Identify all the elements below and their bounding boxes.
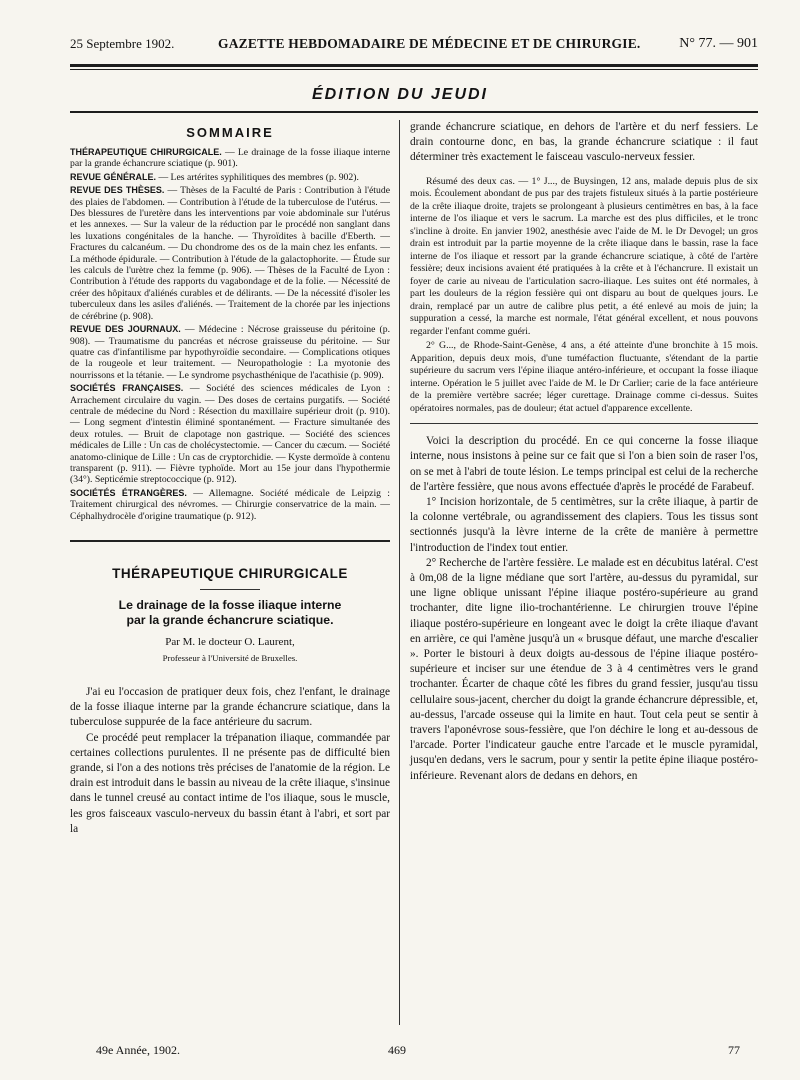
footer-page-number: 469	[388, 1043, 406, 1057]
right-column	[410, 120, 758, 784]
section-title: THÉRAPEUTIQUE CHIRURGICALE	[112, 566, 348, 581]
summary-separator	[70, 540, 390, 542]
summary-text: — Les artérites syphilitiques des membres (p. 902).	[156, 171, 359, 183]
article-paragraph: Ce procédé peut remplacer la trépanation iliaque, commandée par certaines collections purulentes. Il ne présente pas de difficulté bien grande, si l'on a des notions très précises de l'anatomie de la région. Le drain est introduit dans le bassin au niveau de la crête iliaque, s'insinue dans le tunnel creusé au contact intime de l'os iliaque, sous le muscle, les gros faisceaux vasculo-nerveux du bassin étant à l'abri, et sort par la	[70, 731, 390, 835]
summary-entry	[70, 172, 390, 183]
summary-entry	[70, 383, 390, 486]
summary-label: SOCIÉTÉS ÉTRANGÈRES.	[70, 487, 187, 498]
summary-entry	[70, 488, 390, 522]
summary-label: THÉRAPEUTIQUE CHIRURGICALE.	[70, 147, 222, 157]
summary-entry	[70, 185, 390, 322]
column-divider	[399, 120, 400, 1025]
left-column	[70, 120, 390, 837]
article-title-line-1: Le drainage de la fosse iliaque interne	[118, 598, 342, 612]
case-separator	[410, 423, 758, 424]
edition-rule	[70, 111, 758, 113]
summary-text: — Le drainage de la fosse iliaque interne par la grande échancrure sciatique (p. 901).	[70, 147, 390, 170]
summary-label: REVUE DES THÈSES.	[70, 185, 165, 196]
summary-entry	[70, 147, 390, 170]
issue-number: N° 77. — 901	[679, 36, 758, 51]
article-author: Par M. le docteur O. Laurent,	[165, 636, 295, 648]
footer-year: 49e Année, 1902.	[96, 1043, 180, 1057]
edition-heading: ÉDITION DU JEUDI	[311, 86, 488, 103]
case-summary: 2° G..., de Rhode-Saint-Genèse, 4 ans, a été atteinte d'une bronchite à 15 mois. Apparition, depuis deux mois, d'une tuméfaction fluctuante, s'étendant de la partie supérieure du sacrum vers l'épine iliaque antéro-inférieure, et occupant la fosse iliaque interne. Opération le 5 juillet avec l'aide de M. le Dr Carlier; carie de la face antérieure de la première vertèbre sacrée; léger curettage. Drainage comme ci-dessus. Suites opératoires normales, pas de douleur; état actuel d'apparence excellente.	[410, 340, 758, 414]
summary-title: SOMMAIRE	[186, 125, 274, 140]
article-title-line-2: par la grande échancrure sciatique.	[126, 613, 334, 627]
page-header	[70, 36, 758, 62]
summary-text: — Thèses de la Faculté de Paris : Contribution à l'étude des plaies de l'abdomen. — Contribution à l'étude de la tuberculose de l'utérus. — Des blessures de l'uretère dans les interventions par voie abdominale sur l'utérus et les annexes. — Sur la valeur de la réduction par le procédé non sanglant dans les luxations congénitales de la hanche. — Thyroïdites à bacille d'Eberth. — Fractures du calcanéum. — Du chondrome des os de la main chez les enfants. — La méthode épidurale. — Contribution à l'étude de la galactophorite. — Étude sur les calculs de l'urètre chez la femme (p. 906). — Thèses de la Faculté de Lyon : Contribution à l'étude des rapports du vagabondage et de la folie. — Nécessité de créer des hôpitaux d'aliénés curables et de délirants. — De la nécessité d'isoler les tuberculeux dans les asiles d'aliénés. — Traitement de la chorée par les injections de cérébrine (p. 908).	[70, 185, 390, 322]
summary-text: — Médecine : Nécrose graisseuse du péritoine (p. 908). — Traumatisme du pancréas et nécrose graisseuse du péritoine. — Sur quatre cas d'infantilisme par hypothyroïdie secondaire. — Complications otiques de la rougeole et leur traitement. — Neuropathologie : La myotonie des nourrissons et la tétanie. — Le syndrome psychasthénique de l'acathisie (p. 909).	[70, 324, 390, 381]
summary-label: REVUE GÉNÉRALE.	[70, 171, 157, 182]
summary-text: — Société des sciences médicales de Lyon : Arrachement circulaire du vagin. — Des doses de certains purgatifs. — Société centrale de médecine du Nord : Résection du maxillaire supérieur droit (p. 910). — Long segment d'intestin éliminé spontanément. — Fracture simultanée des deux rotules. — Bruit de clapotage non gastrique. — Société des sciences médicales de Lille : Un cas de cholécystectomie. — Cancer du cæcum. — Société anatomo-clinique de Lille : Un cas de cryptorchidie. — Kyste dermoïde à contenu transparent (p. 911). — Fièvre typhoïde. Mort au 15e jour dans l'hypothermie (34°). Septicémie streptococcique (p. 912).	[70, 383, 391, 486]
summary-list	[70, 147, 390, 522]
article-paragraph: 1° Incision horizontale, de 5 centimètres, sur la crête iliaque, à partir de la colonne vertébrale, ou agrandissement des clapiers. Tous les tissus sont sectionnés jusqu'à la lèvre interne de la crête de manière à permettre l'introduction de l'index tout entier.	[410, 495, 758, 554]
header-rule-thick	[70, 64, 758, 67]
footer-sheet-number: 77	[728, 1043, 740, 1057]
article-paragraph: J'ai eu l'occasion de pratiquer deux fois, chez l'enfant, le drainage de la fosse iliaque interne par la grande échancrure sciatique, dans la tuberculose suppurée de la face antérieure du sacrum.	[70, 686, 390, 729]
summary-text: — Allemagne. Société médicale de Leipzig : Traitement chirurgical des névromes. — Chirurgie conservatrice de la main. — Céphalhydrocèle d'origine traumatique (p. 912).	[70, 487, 390, 522]
section-rule	[200, 589, 260, 590]
article-paragraph: 2° Recherche de l'artère fessière. Le malade est en décubitus latéral. C'est à 0m,08 de la ligne médiane que sort l'artère, au-dessus du pyramidal, sur une ligne oblique unissant l'épine iliaque postéro-supérieure au grand trochanter, dite ligne ilio-trochantérienne. Le chirurgien trouve l'épine iliaque postéro-supérieure en longeant avec le doigt la crête iliaque d'avant en arrière, ce qui l'amène jusqu'à un « brusque défaut, une marche d'escalier ». Porter le bistouri à deux doigts au-dessous de l'épine iliaque postéro-supérieure et inciser sur une étendue de 3 à 4 centimètres vers le grand trochanter. Écarter de chaque côté les fibres du grand fessier, jusqu'au tissu cellulaire sous-jacent, chercher du doigt la grande échancrure dépressible, et, au-dessus, l'arcade osseuse qui la limite en haut. Tout cela peut se sentir à travers l'aponévrose sous-fessière, que l'on déchire le long et au-dessous de l'arcade. Porter l'indicateur gauche entre l'arcade et le muscle pyramidal, jusqu'en dedans, vers le sacrum, pour y sentir la petite épine iliaque postéro-inférieure. Revenant alors de dedans en dehors, en	[410, 556, 758, 782]
journal-title: GAZETTE HEBDOMADAIRE DE MÉDECINE ET DE CHIRURGIE.	[218, 36, 641, 51]
article-paragraph-continued: grande échancrure sciatique, en dehors de l'artère et du nerf fessiers. Le drain contourne donc, en bas, la grande échancrure sciatique : il faut déterminer très exactement le faisceau vasculo-nerveux fessier.	[410, 121, 758, 164]
article-title	[70, 598, 390, 628]
summary-label: REVUE DES JOURNAUX.	[70, 324, 181, 335]
author-affiliation: Professeur à l'Université de Bruxelles.	[162, 653, 298, 663]
article-paragraph: Voici la description du procédé. En ce qui concerne la fosse iliaque interne, nous insistons à peine sur ce fait que si l'on a bien soin de raser l'os, on se met à l'abri de toute lésion. Le temps principal est celui de la recherche de l'artère fessière, que nous avons effectuée d'après le procédé de Farabeuf.	[410, 435, 758, 493]
case-summary: Résumé des deux cas. — 1° J..., de Buysingen, 12 ans, malade depuis plus de six mois. Écoulement abondant de pus par des trajets fistuleux situés à la partie postérieure de la crête iliaque droite, trajets se prolongeant à plusieurs centimètres en bas, à la face interne de l'os iliaque et vers le sacrum. La marche est des plus difficiles, et le tronc s'incline à droite. En janvier 1902, anesthésie avec l'aide de M. le Dr Devogel; un gros drain est introduit par la partie moyenne de la crête iliaque dans le bassin, rase la face interne de l'os iliaque et ressort par la grande échancrure sciatique, à côté de l'artère fessière; deux incisions avaient été pratiquées à la crête et à l'échancrure. Il existait un foyer de carie au niveau de l'articulation sacro-iliaque. Les suites ont été normales, à part les douleurs de la région fessière qui ont disparu au bout de quelques jours. Le drain, remplacé par un autre de calibre plus petit, a été enlevé au mois de juin; la suppuration a cessé, la marche est normale, l'état général excellent, et nous pouvons regarder l'enfant comme guéri.	[410, 175, 758, 337]
issue-date: 25 Septembre 1902.	[70, 36, 175, 51]
summary-label: SOCIÉTÉS FRANÇAISES.	[70, 383, 184, 394]
summary-entry	[70, 324, 390, 381]
header-rule-thin	[70, 69, 758, 70]
